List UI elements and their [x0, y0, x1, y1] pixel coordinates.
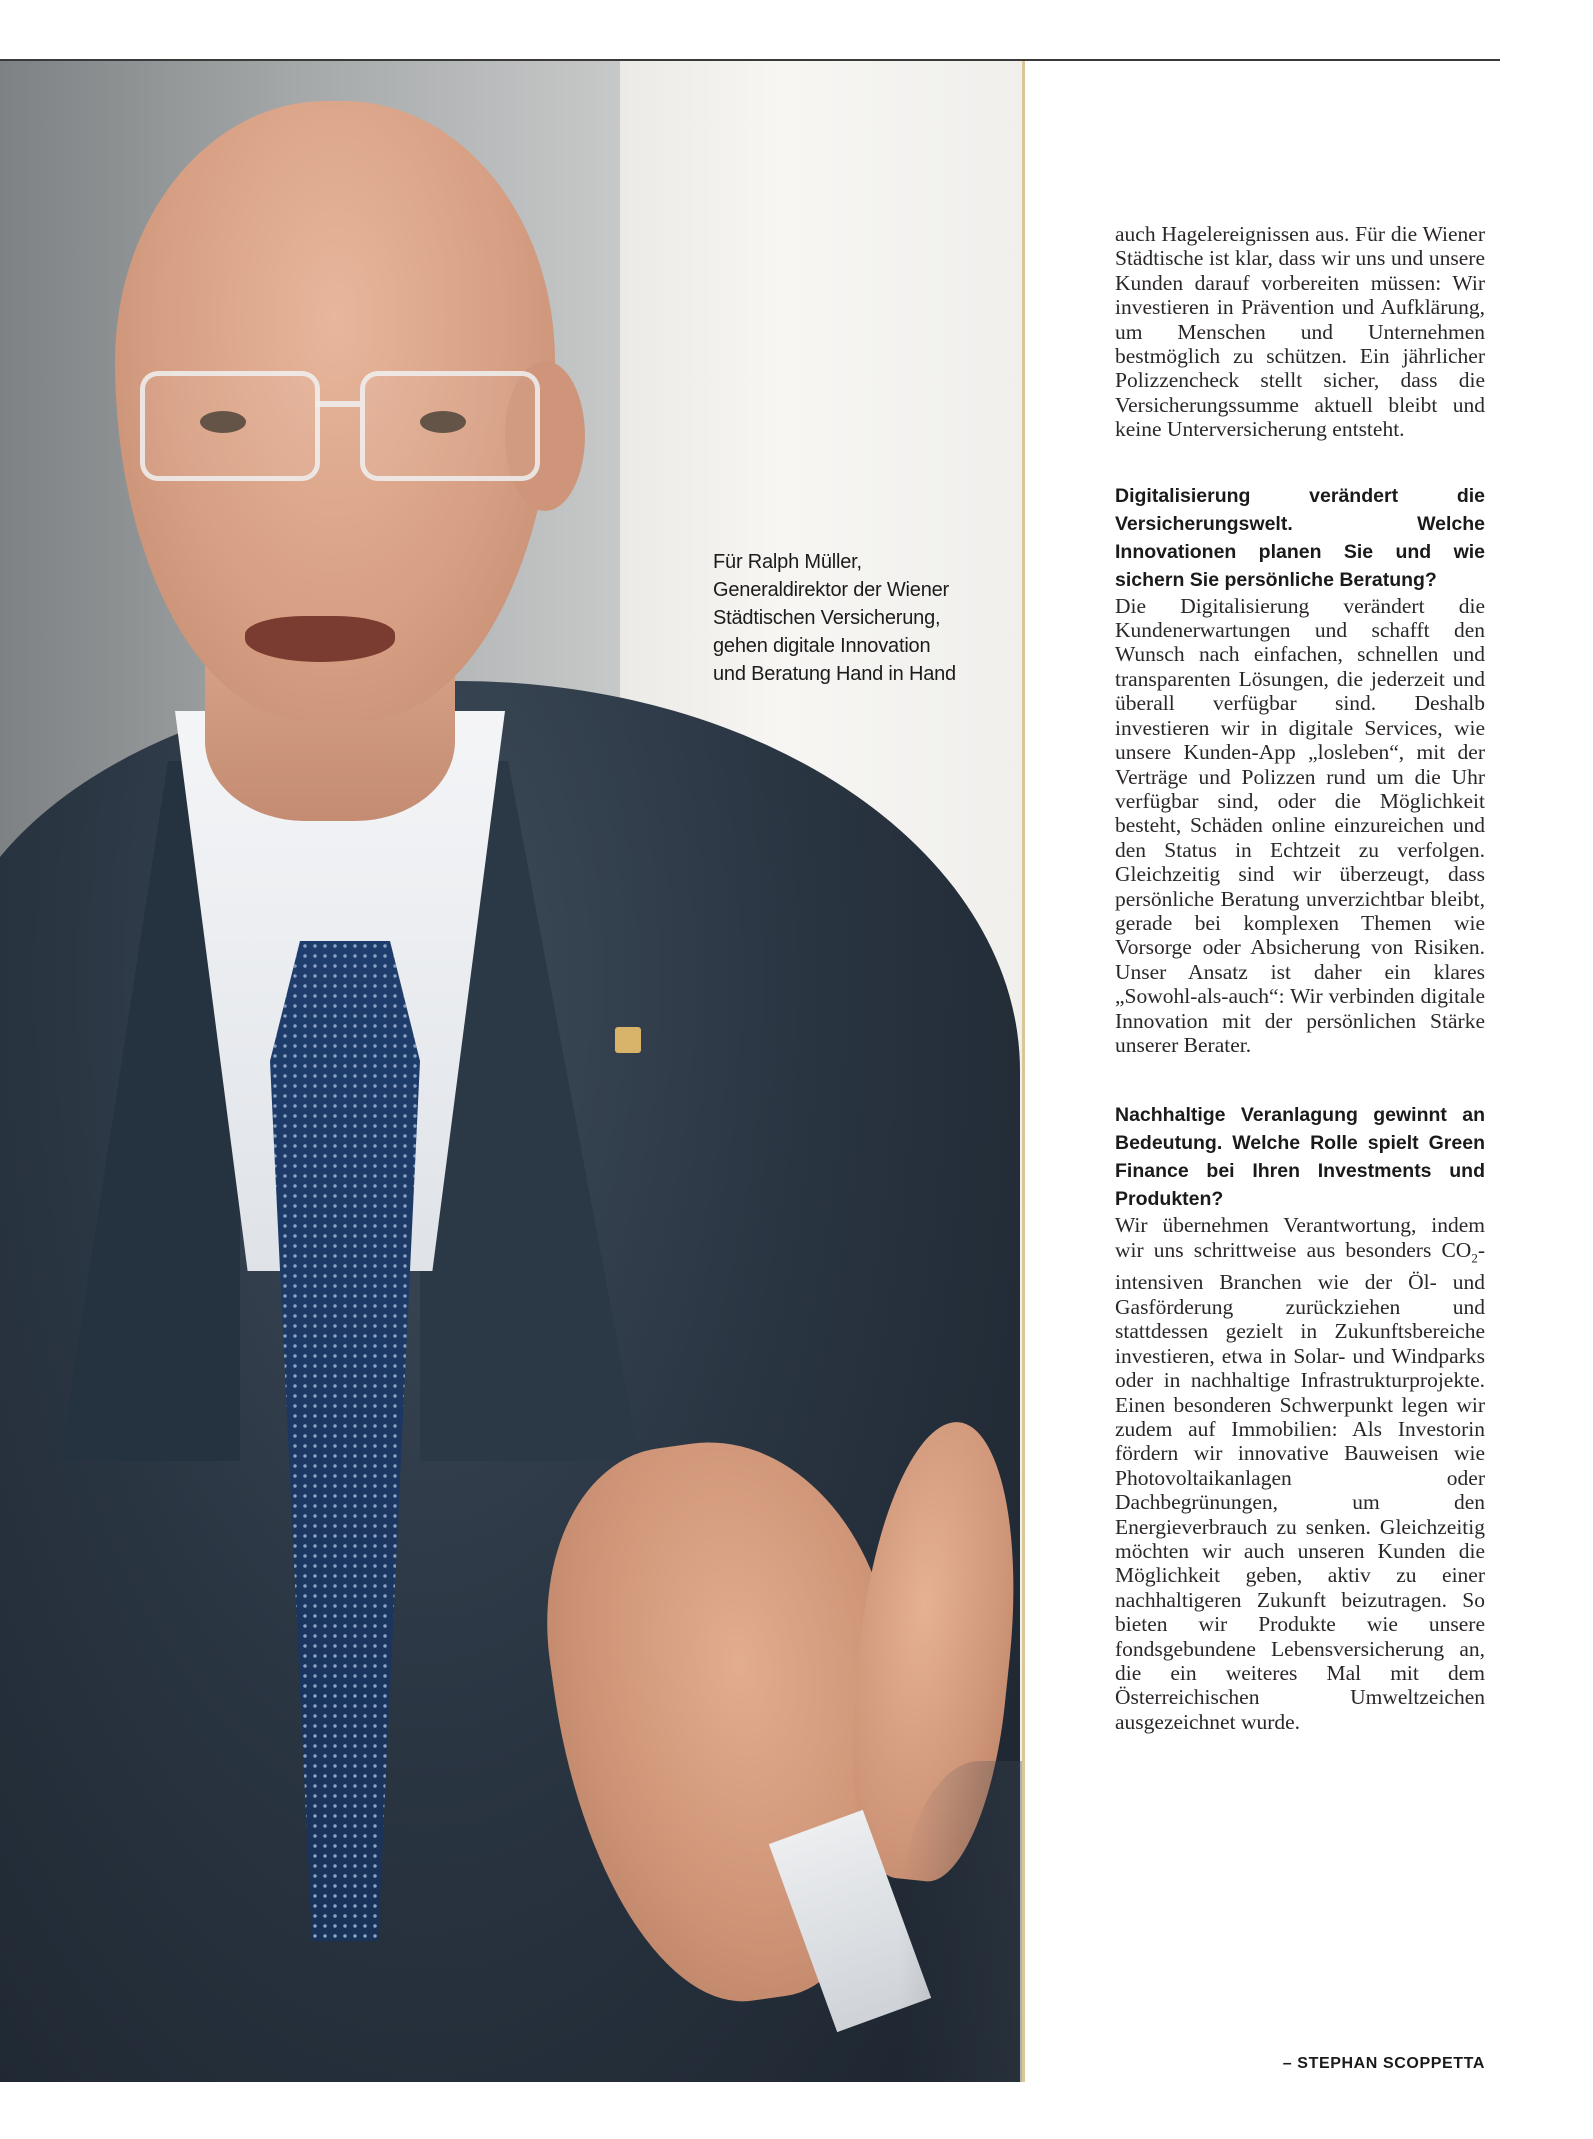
lapel-pin	[615, 1027, 641, 1053]
question-2: Nachhaltige Veranlagung gewinnt an Bedeutung. Welche Rolle spielt Green Finance bei Ihren Investments und Produkten?	[1115, 1104, 1485, 1211]
photo-caption	[713, 548, 1003, 688]
glasses-lens-right	[360, 371, 540, 481]
intro-paragraph: auch Hagelereignissen aus. Für die Wiener Städtische ist klar, dass wir uns und unsere Kunden darauf vorbereiten müssen: Wir investieren in Prävention und Aufklärung, um Menschen und Unternehmen bestmöglich zu schützen. Ein jährlicher Polizzencheck stellt sicher, dass die Versicherungssumme aktuell bleibt und keine Unterversicherung entsteht.	[1115, 222, 1485, 442]
caption-line: Städtischen Versicherung,	[713, 607, 941, 629]
mouth	[245, 616, 395, 662]
caption-line: und Beratung Hand in Hand	[713, 663, 956, 685]
caption-line: Für Ralph Müller,	[713, 551, 862, 573]
author-byline: – STEPHAN SCOPPETTA	[1282, 2055, 1485, 2072]
question-1: Digitalisierung verändert die Versicherungswelt. Welche Innovationen planen Sie und wie sichern Sie persönliche Beratung?	[1115, 484, 1485, 591]
portrait-photo	[0, 61, 1025, 2082]
glasses-bridge	[315, 401, 360, 407]
glasses-lens-left	[140, 371, 320, 481]
accent-stripe	[1022, 61, 1025, 2082]
answer-2-part1: Wir übernehmen Verantwortung, indem wir uns schrittweise aus besonders CO	[1115, 1213, 1485, 1262]
caption-line: gehen digitale Innovation	[713, 635, 931, 657]
article-column	[1115, 222, 1485, 1734]
co2-subscript: 2	[1471, 1250, 1478, 1266]
answer-1: Die Digitalisierung verändert die Kundenerwartungen und schafft den Wunsch nach einfachen, schnellen und transparenten Lösungen, die jederzeit und überall verfügbar sind. Deshalb investieren wir in digitale Services, wie unsere Kunden-App „losleben“, mit der Verträge und Polizzen rund um die Uhr verfügbar sind, oder die Möglichkeit besteht, Schäden online einzureichen und den Status in Echtzeit zu verfolgen. Gleichzeitig sind wir überzeugt, dass persönliche Beratung unverzichtbar bleibt, gerade bei komplexen Themen wie Vorsorge oder Absicherung von Risiken. Unser Ansatz ist daher ein klares „Sowohl-als-auch“: Wir verbinden digitale Innovation mit der persönlichen Stärke unserer Berater.	[1115, 593, 1485, 1057]
answer-2	[1115, 1213, 1485, 1734]
caption-line: Generaldirektor der Wiener	[713, 579, 950, 601]
answer-2-part2: -intensiven Branchen wie der Öl- und Gasförderung zurückziehen und stattdessen gezielt in Zukunftsbereiche investieren, etwa in Solar- und Windparks oder in nachhaltige Infrastrukturprojekte. Einen besonderen Schwerpunkt legen wir zudem auf Immobilien: Als Investorin fördern wir innovative Bauweisen wie Photovoltaikanlagen oder Dachbegrünungen, um den Energieverbrauch zu senken. Gleichzeitig möchten wir auch unseren Kunden die Möglichkeit geben, aktiv zu einer nachhaltigeren Zukunft beizutragen. So bieten wir Produkte wie unsere fondsgebundene Lebensversicherung an, die ein weiteres Mal mit dem Österreichischen Umweltzeichen ausgezeichnet wurde.	[1115, 1237, 1485, 1734]
